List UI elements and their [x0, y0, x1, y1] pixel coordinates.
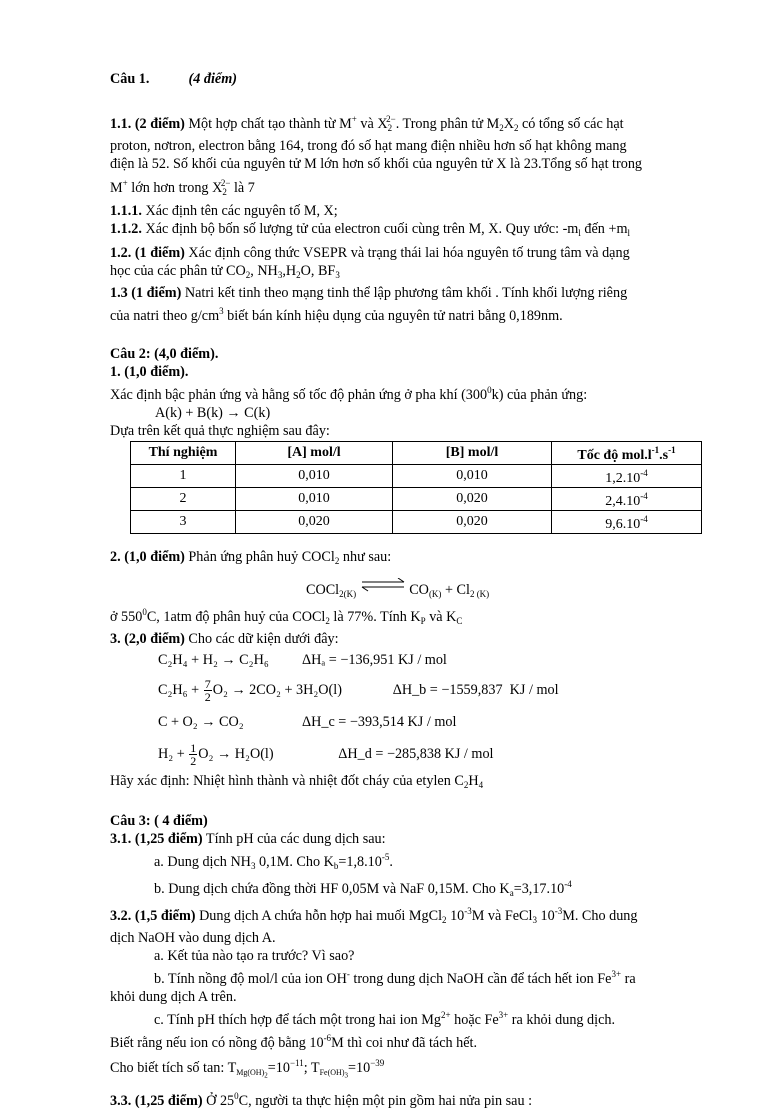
- question-1-points: (4 điểm): [188, 71, 237, 87]
- table-row: 2 0,010 0,020 $2,4.10^{-4}$: [131, 488, 702, 511]
- thermo-equations: [110, 648, 710, 772]
- equation-c: C + O₂ → CO₂ ΔH_c = −393,514 KJ / mol: [158, 714, 457, 730]
- question-1-title: Câu 1.: [110, 71, 150, 87]
- q112: 1.1.2. Xác định bộ bốn số lượng tử của electron cuối cùng trên M, X. Quy ước: $-m_l$ đến $+m_l$: [110, 221, 630, 238]
- q32-line2: dịch NaOH vào dung dịch A.: [110, 930, 276, 946]
- question-1-heading: [110, 70, 710, 88]
- document-page: [110, 70, 710, 1110]
- col-header: [A] mol/l: [236, 442, 393, 465]
- q33-line1: 3.3. (1,25 điểm) Ở $25^0C$, người ta thực hiện một pin gồm hai nửa pin sau :: [110, 1090, 533, 1109]
- reaction-abc: A(k) + B(k) → C(k): [155, 405, 271, 421]
- q2-3-end: Hãy xác định: Nhiệt hình thành và nhiệt đốt cháy của etylen $C_2H_4$: [110, 773, 484, 790]
- q13-line1: 1.3 (1 điểm) Natri kết tinh theo mạng tinh thể lập phương tâm khối . Tính khối lượng riêng: [110, 285, 628, 301]
- q2-2-line1: 2. (1,0 điểm) Phản ứng phân huỷ COCl$_2$ như sau:: [110, 549, 392, 566]
- table-header-row: [131, 442, 702, 465]
- equation-a: C₂H₄ + H₂ → C₂H₆ ΔHₐ = −136,951 KJ / mol: [158, 652, 447, 668]
- equation-d: H₂ + $\frac{1}{2}$ O₂ → H₂O(l) ΔH_d = −285,838 KJ / mol: [158, 740, 494, 768]
- q31-line1: 3.1. (1,25 điểm) Tính pH của các dung dịch sau:: [110, 831, 386, 847]
- q31-a: a. Dung dịch $NH_3$ 0,1M. Cho $K_b=1,8.10^{-5}$.: [154, 852, 393, 871]
- q11-line4: M+ lớn hơn trong $X_2^{2-}$ là 7: [110, 178, 255, 197]
- q32-ksp: Cho biết tích số tan: $T_{Mg(OH)_2}=10^{-11}$; $T_{Fe(OH)_3}=10^{-39}$: [110, 1058, 385, 1080]
- q32-b-line2: khỏi dung dịch A trên.: [110, 989, 237, 1005]
- cocl2-equilibrium: COCl$_{2(K)}$ $CO_{(K)} + Cl_{2 (K)}$: [110, 578, 710, 603]
- col-header: Thí nghiệm: [131, 442, 236, 465]
- q31-b: b. Dung dịch chứa đồng thời HF 0,05M và NaF 0,15M. Cho $K_a=3,17.10^{-4}$: [154, 879, 572, 898]
- q11-line3: điện là 52. Số khối của nguyên tử M lớn hơn số khối của nguyên tử X là 23.Tổng số hạt trong: [110, 156, 643, 172]
- q11-line1: 1.1. (2 điểm) Một hợp chất tạo thành từ M+ và $X_2^{2-}$. Trong phân tử $M_2X_2$ có tổng số các hạt: [110, 114, 624, 133]
- table-row: 1 0,010 0,010 $1,2.10^{-4}$: [131, 465, 702, 488]
- q2-1-line1: Xác định bậc phản ứng và hằng số tốc độ phản ứng ở pha khí $(300^0k)$ của phản ứng:: [110, 385, 588, 403]
- equation-b: C₂H₆ + $\frac{7}{2}$ O₂ → 2CO₂ + 3H₂O(l) ΔH_b = −1559,837 KJ / mol: [158, 676, 559, 704]
- q12-line1: 1.2. (1 điểm) Xác định công thức VSEPR và trạng thái lai hóa nguyên tố trung tâm và dạng: [110, 245, 630, 261]
- col-header: [B] mol/l: [393, 442, 552, 465]
- q32-c-line2: Biết rằng nếu ion có nồng độ bằng $10^{-6}M$ thì coi như đã tách hết.: [110, 1033, 478, 1051]
- question-2-heading: Câu 2: (4,0 điểm).: [110, 346, 219, 362]
- q32-c: c. Tính pH thích hợp để tách một trong hai ion $Mg^{2+}$ hoặc $Fe^{3+}$ ra khỏi dung dịch.: [154, 1010, 616, 1028]
- equilibrium-arrows-icon: [360, 578, 406, 592]
- q32-line1: 3.2. (1,5 điểm) Dung dịch A chứa hỗn hợp hai muối MgCl$_2$ $10^{-3}M$ và FeCl$_3$ $10^{-3}M$. Cho dung: [110, 906, 638, 925]
- experiment-table: [130, 441, 702, 534]
- q13-line2: của natri theo $g/cm^3$ biết bán kính hiệu dụng của nguyên tử natri bằng 0,189nm.: [110, 306, 563, 324]
- q2-1-label: 1. (1,0 điểm).: [110, 364, 189, 380]
- q32-b: b. Tính nồng độ mol/l của ion OH- trong dung dịch NaOH cần để tách hết ion $Fe^{3+}$ ra: [154, 969, 636, 987]
- q111: 1.1.1. Xác định tên các nguyên tố M, X;: [110, 203, 338, 219]
- q11-line2: proton, nơtron, electron bằng 164, trong đó số hạt mang điện nhiều hơn số hạt không mang: [110, 138, 627, 154]
- q2-1-line3: Dựa trên kết quả thực nghiệm sau đây:: [110, 423, 330, 439]
- q2-3-line1: 3. (2,0 điểm) Cho các dữ kiện dưới đây:: [110, 631, 339, 647]
- q2-2-line3: ở $550^0C$, 1atm độ phân huỷ của COCl$_2$ là 77%. Tính $K_P$ và $K_C$: [110, 607, 463, 626]
- q32-a: a. Kết tủa nào tạo ra trước? Vì sao?: [154, 948, 355, 964]
- table-row: 3 0,020 0,020 $9,6.10^{-4}$: [131, 511, 702, 534]
- q12-line2: học của các phân tử $CO_2$, $NH_3,H_2O$, $BF_3$: [110, 263, 340, 280]
- col-header: Tốc độ $mol.l^{-1}.s^{-1}$: [552, 442, 702, 465]
- question-3-heading: Câu 3: ( 4 điểm): [110, 813, 208, 829]
